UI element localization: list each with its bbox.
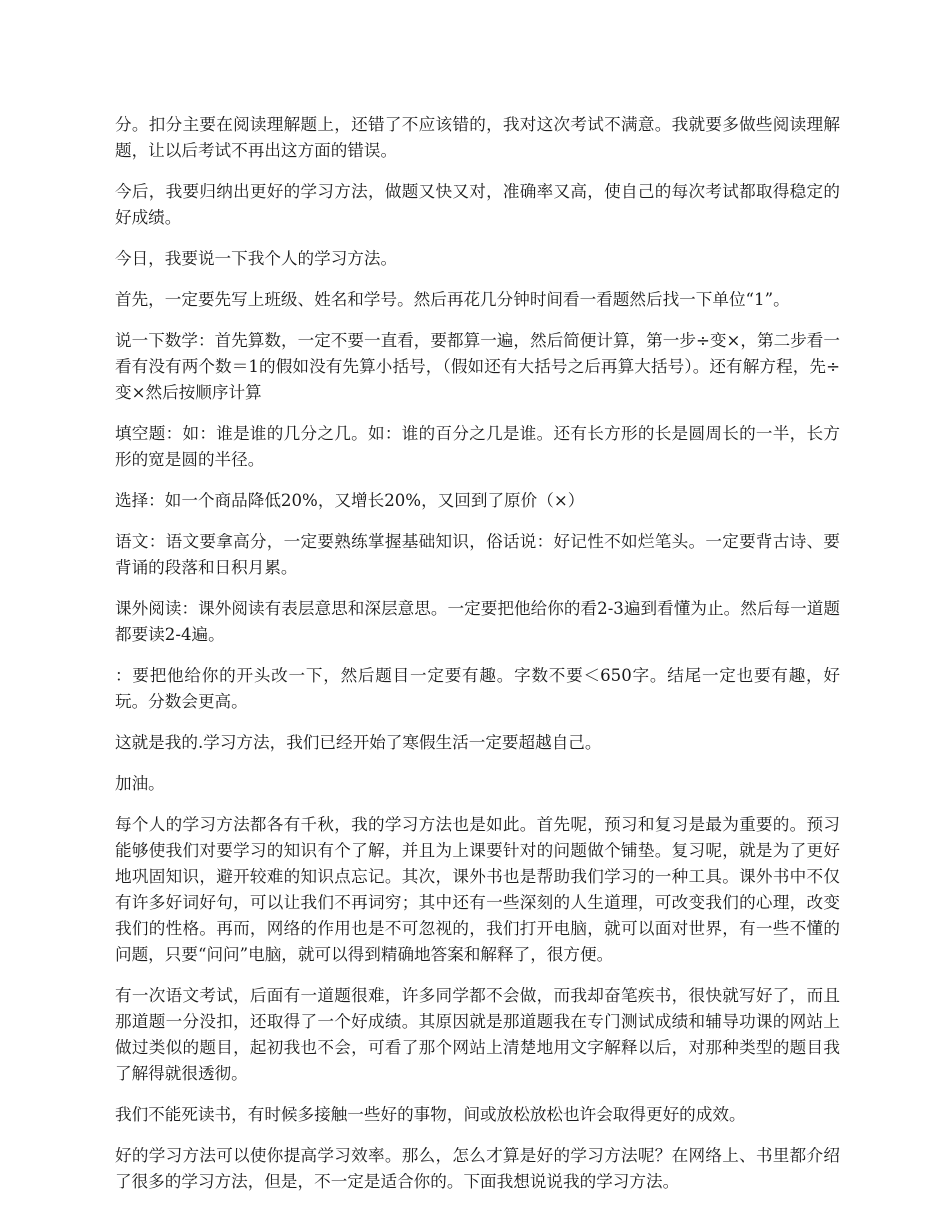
paragraph: 这就是我的.学习方法，我们已经开始了寒假生活一定要超越自己。 [115, 733, 602, 752]
paragraph: 分。扣分主要在阅读理解题上，还错了不应该错的，我对这次考试不满意。我就要多做些阅读理解题，让以后考试不再出这方面的错误。 [115, 115, 840, 160]
paragraph: 选择：如一个商品降低20%，又增长20%，又回到了原价（×） [115, 491, 585, 510]
paragraph: 说一下数学：首先算数，一定不要一直看，要都算一遍，然后简便计算，第一步÷变×，第二步看一看有没有两个数＝1的假如没有先算小括号，（假如还有大括号之后再算大括号）。还有解方程，先÷变×然后按顺序计算 [115, 331, 840, 402]
paragraph: 有一次语文考试，后面有一道题很难，许多同学都不会做，而我却奋笔疾书，很快就写好了，而且那道题一分没扣，还取得了一个好成绩。其原因就是那道题我在专门测试成绩和辅导功课的网站上做过类似的题目，起初我也不会，可看了那个网站上清楚地用文字解释以后，对那种类型的题目我了解得就很透彻。 [115, 986, 840, 1083]
paragraph: 首先，一定要先写上班级、姓名和学号。然后再花几分钟时间看一看题然后找一下单位“1”。 [115, 290, 790, 309]
paragraph: 我们不能死读书，有时候多接触一些好的事物，间或放松放松也许会取得更好的成效。 [115, 1105, 746, 1124]
paragraph: 今后，我要归纳出更好的学习方法，做题又快又对，准确率又高，使自己的每次考试都取得稳定的好成绩。 [115, 182, 840, 227]
paragraph: 填空题：如：谁是谁的几分之几。如：谁的百分之几是谁。还有长方形的长是圆周长的一半，长方形的宽是圆的半径。 [115, 424, 840, 469]
paragraph: ：要把他给你的开头改一下，然后题目一定要有趣。字数不要＜650字。结尾一定也要有趣，好玩。分数会更高。 [115, 666, 840, 711]
document-body [115, 112, 840, 1210]
paragraph: 课外阅读：课外阅读有表层意思和深层意思。一定要把他给你的看2-3遍到看懂为止。然后每一道题都要读2-4遍。 [115, 599, 840, 644]
paragraph: 加油。 [115, 774, 165, 793]
paragraph: 今日，我要说一下我个人的学习方法。 [115, 249, 398, 268]
paragraph: 每个人的学习方法都各有千秋，我的学习方法也是如此。首先呢，预习和复习是最为重要的。预习能够使我们对要学习的知识有个了解，并且为上课要针对的问题做个铺垫。复习呢，就是为了更好地巩固知识，避开较难的知识点忘记。其次，课外书也是帮助我们学习的一种工具。课外书中不仅有许多好词好句，可以让我们不再词穷；其中还有一些深刻的人生道理，可改变我们的心理，改变我们的性格。再而，网络的作用也是不可忽视的，我们打开电脑，就可以面对世界，有一些不懂的问题，只要“问问”电脑，就可以得到精确地答案和解释了，很方便。 [115, 815, 840, 964]
paragraph: 语文：语文要拿高分，一定要熟练掌握基础知识，俗话说：好记性不如烂笔头。一定要背古诗、要背诵的段落和日积月累。 [115, 532, 840, 577]
paragraph: 好的学习方法可以使你提高学习效率。那么，怎么才算是好的学习方法呢？在网络上、书里都介绍了很多的学习方法，但是，不一定是适合你的。下面我想说说我的学习方法。 [115, 1146, 840, 1191]
